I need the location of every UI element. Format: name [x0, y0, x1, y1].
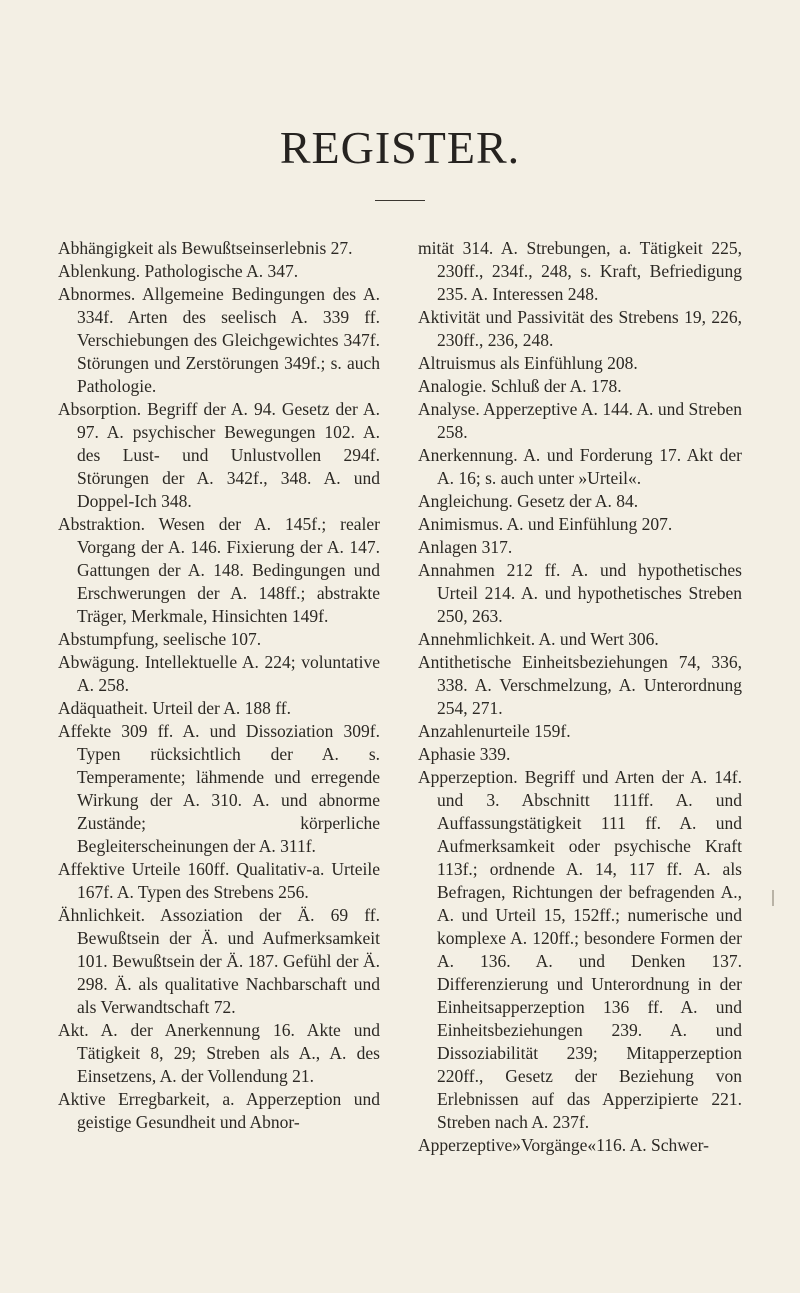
- index-entry: Annahmen 212 ff. A. und hypothetisches Urteil 214. A. und hypothetisches Streben 250, 263.: [418, 560, 742, 626]
- index-entry: Analogie. Schluß der A. 178.: [418, 376, 622, 396]
- index-entry: Anzahlenurteile 159f.: [418, 721, 571, 741]
- index-entry: Abwägung. Intellektuelle A. 224; voluntative A. 258.: [58, 652, 380, 695]
- index-column-right: [418, 237, 742, 1157]
- index-entry: Absorption. Begriff der A. 94. Gesetz der A. 97. A. psychischer Bewegungen 102. A. des Lust- und Unlustvollen 294f. Störungen der A. 342f., 348. A. und Doppel-Ich 348.: [58, 399, 380, 511]
- index-entry: Antithetische Einheitsbeziehungen 74, 336, 338. A. Verschmelzung, A. Unterordnung 254, 271.: [418, 652, 742, 718]
- index-entry: Ablenkung. Pathologische A. 347.: [58, 261, 299, 281]
- index-entry: Altruismus als Einfühlung 208.: [418, 353, 638, 373]
- index-entry: Analyse. Apperzeptive A. 144. A. und Streben 258.: [418, 399, 742, 442]
- margin-mark: [772, 890, 774, 906]
- index-entry: Anerkennung. A. und Forderung 17. Akt der A. 16; s. auch unter »Urteil«.: [418, 445, 742, 488]
- index-entry: Apperzeptive»Vorgänge«116. A. Schwer-: [418, 1135, 709, 1155]
- index-entry: Annehmlichkeit. A. und Wert 306.: [418, 629, 659, 649]
- index-entry: Affektive Urteile 160ff. Qualitativ-a. Urteile 167f. A. Typen des Strebens 256.: [58, 859, 380, 902]
- index-entry: Affekte 309 ff. A. und Dissoziation 309f. Typen rücksichtlich der A. s. Temperamente; lähmende und erregende Wirkung der A. 310. A. und abnorme Zustände; körperliche Begleiterscheinungen der A. 311f.: [58, 721, 380, 856]
- index-entry: Aphasie 339.: [418, 744, 511, 764]
- index-entry: mität 314. A. Strebungen, a. Tätigkeit 225, 230ff., 234f., 248, s. Kraft, Befriedigung 235. A. Interessen 248.: [418, 238, 742, 304]
- index-entry: Aktivität und Passivität des Strebens 19, 226, 230ff., 236, 248.: [418, 307, 742, 350]
- index-entry: Apperzeption. Begriff und Arten der A. 14f. und 3. Abschnitt 111ff. A. und Auffassungstätigkeit 111 ff. A. und Aufmerksamkeit oder psychische Kraft 113f.; ordnende A. 14, 117 ff. A. als Befragen, Richtungen der befragenden A., A. und Urteil 15, 152ff.; numerische und komplexe A. 120ff.; besondere Formen der A. 136. A. und Denken 137. Differenzierung und Unterordnung in der Einheitsapperzeption 136 ff. A. und Einheitsbeziehungen 239. A. und Dissoziabilität 239; Mitapperzeption 220ff., Gesetz der Beziehung von Erlebnissen auf das Apperzipierte 221. Streben nach A. 237f.: [418, 767, 742, 1132]
- index-entry: Akt. A. der Anerkennung 16. Akte und Tätigkeit 8, 29; Streben als A., A. des Einsetzens, A. der Vollendung 21.: [58, 1020, 380, 1086]
- index-entry: Abhängigkeit als Bewußtseinserlebnis 27.: [58, 238, 353, 258]
- index-column-left: [58, 237, 380, 1134]
- index-entry: Aktive Erregbarkeit, a. Apperzeption und geistige Gesundheit und Abnor-: [58, 1089, 380, 1132]
- page-title: REGISTER.: [279, 122, 521, 173]
- index-entry: Abnormes. Allgemeine Bedingungen des A. 334f. Arten des seelisch A. 339 ff. Verschiebungen des Gleichgewichtes 347f. Störungen und Zerstörungen 349f.; s. auch Pathologie.: [58, 284, 380, 396]
- index-entry: Abstraktion. Wesen der A. 145f.; realer Vorgang der A. 146. Fixierung der A. 147. Gattungen der A. 148. Bedingungen und Erschwerungen der A. 148ff.; abstrakte Träger, Merkmale, Hinsichten 149f.: [58, 514, 380, 626]
- index-entry: Abstumpfung, seelische 107.: [58, 629, 262, 649]
- index-entry: Anlagen 317.: [418, 537, 513, 557]
- title-divider: [375, 200, 425, 201]
- index-entry: Angleichung. Gesetz der A. 84.: [418, 491, 639, 511]
- index-entry: Animismus. A. und Einfühlung 207.: [418, 514, 673, 534]
- index-entry: Ähnlichkeit. Assoziation der Ä. 69 ff. Bewußtsein der Ä. und Aufmerksamkeit 101. Bewußtsein der Ä. 187. Gefühl der Ä. 298. Ä. als qualitative Nachbarschaft und als Verwandtschaft 72.: [58, 905, 380, 1017]
- index-entry: Adäquatheit. Urteil der A. 188 ff.: [58, 698, 291, 718]
